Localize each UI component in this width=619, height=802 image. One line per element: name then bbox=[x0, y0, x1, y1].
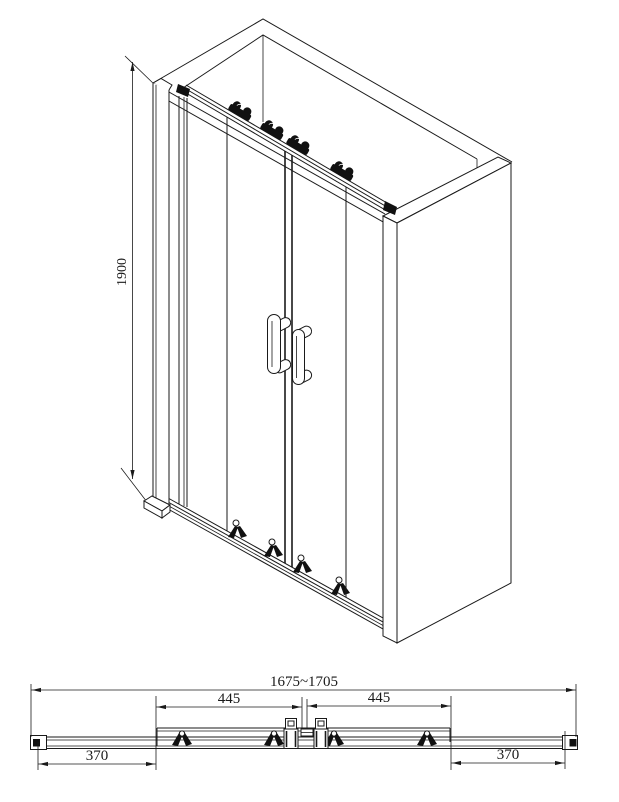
plan-roller-icon bbox=[264, 731, 284, 746]
top-rail bbox=[186, 85, 387, 211]
plan-handle-right bbox=[314, 719, 328, 749]
plan-center-connector bbox=[301, 729, 313, 736]
door-left-width-label: 445 bbox=[217, 691, 241, 707]
roller-icon bbox=[330, 159, 357, 182]
roller-icon bbox=[286, 133, 313, 156]
bottom-track bbox=[168, 498, 383, 629]
handle-bar bbox=[268, 315, 281, 374]
dimension-height-1900 bbox=[115, 56, 156, 502]
bottom-guide-icon bbox=[293, 555, 312, 573]
roller-icon bbox=[260, 118, 287, 141]
height-dimension-label: 1900 bbox=[115, 258, 130, 286]
rail-end-cap-right bbox=[383, 201, 397, 215]
plan-roller-icon bbox=[172, 731, 192, 746]
overall-width-label: 1675~1705 bbox=[269, 674, 339, 690]
door-right-width-label: 445 bbox=[367, 690, 391, 706]
door-handle-right bbox=[293, 324, 314, 385]
door-handle-left bbox=[268, 315, 293, 375]
left-wall-profile bbox=[144, 79, 172, 519]
plan-view bbox=[31, 674, 578, 770]
plan-roller-icon bbox=[417, 731, 437, 746]
fixed-left-width-label: 370 bbox=[85, 748, 109, 764]
handle-bar bbox=[293, 330, 305, 385]
dimension-door-left bbox=[156, 691, 302, 770]
wall-bracket-left bbox=[31, 736, 47, 750]
bottom-roller-guides bbox=[228, 520, 350, 595]
bottom-guide-icon bbox=[228, 520, 247, 538]
right-side-panel bbox=[383, 157, 511, 643]
isometric-view bbox=[115, 19, 512, 643]
bottom-guide-icon bbox=[331, 577, 350, 595]
bottom-guide-icon bbox=[264, 539, 283, 557]
fixed-right-width-label: 370 bbox=[496, 747, 520, 763]
roller-icon bbox=[228, 99, 255, 122]
plan-handle-left bbox=[284, 719, 298, 749]
dimension-door-right bbox=[307, 690, 451, 770]
